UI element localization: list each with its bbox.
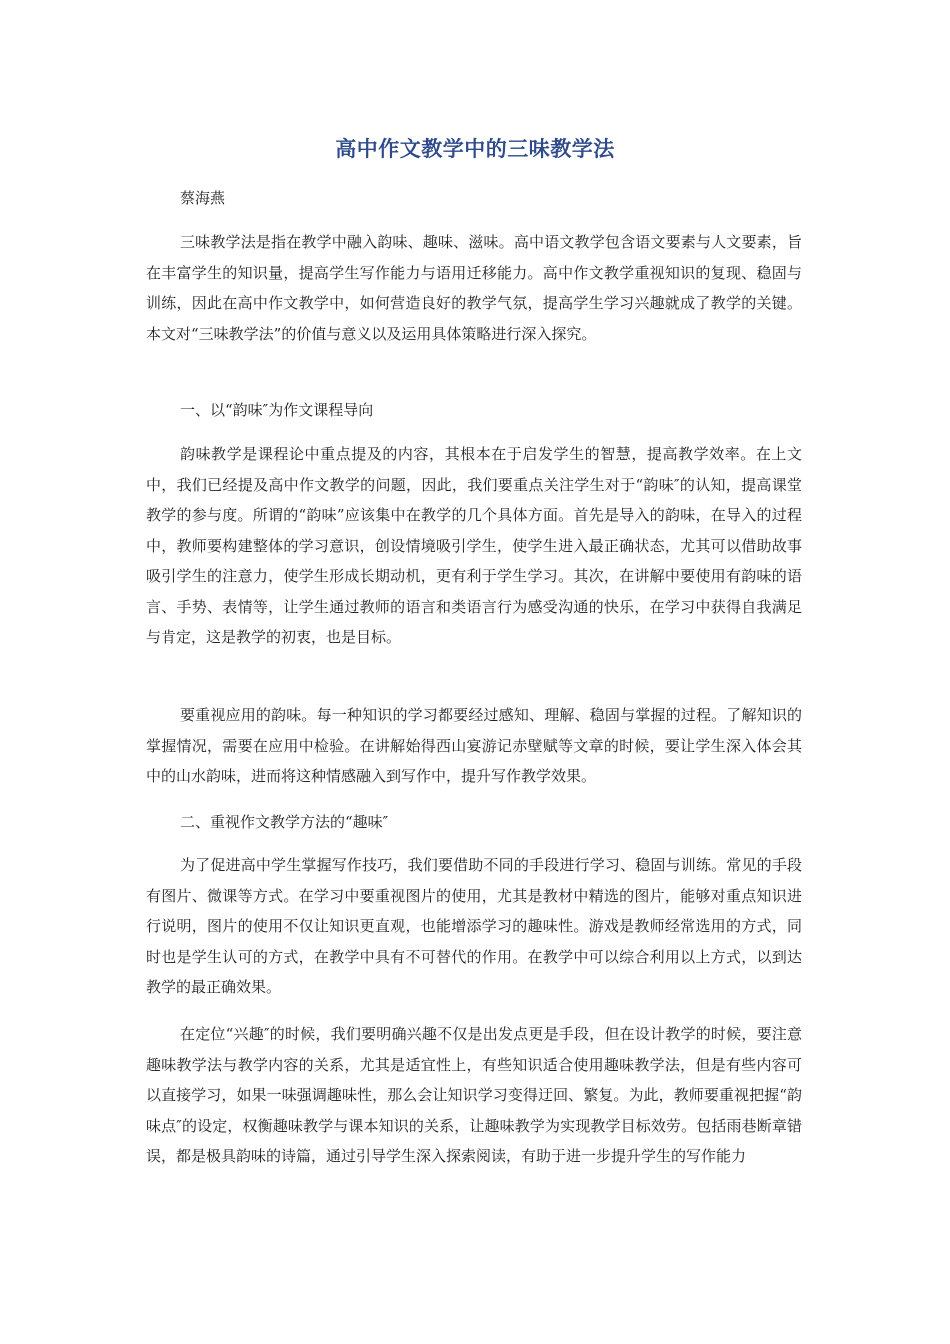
abstract-paragraph: 三味教学法是指在教学中融入韵味、趣味、滋味。高中语文教学包含语文要素与人文要素，旨在丰富学生的知识量，提高学生写作能力与语用迁移能力。高中作文教学重视知识的复现、稳固与训练，因此在高中作文教学中，如何营造良好的教学气氛，提高学生学习兴趣就成了教学的关键。本文对“三味教学法”的价值与意义以及运用具体策略进行深入探究。: [146, 233, 802, 343]
page-title: 高中作文教学中的三味教学法: [335, 137, 615, 161]
section-heading-2: 二、重视作文教学方法的“趣味″: [180, 813, 389, 831]
section1-paragraph-2: 要重视应用的韵味。每一种知识的学习都要经过感知、理解、稳固与掌握的过程。了解知识的掌握情况，需要在应用中检验。在讲解始得西山宴游记赤壁赋等文章的时候，要让学生深入体会其中的山水韵味，进而将这种情感融入到写作中，提升写作教学效果。: [146, 706, 802, 785]
section1-paragraph-1: 韵味教学是课程论中重点提及的内容，其根本在于启发学生的智慧，提高教学效率。在上文中，我们已经提及高中作文教学的问题，因此，我们要重点关注学生对于“韵味″的认知，提高课堂教学的参与度。所谓的“韵味”应该集中在教学的几个具体方面。首先是导入的韵味，在导入的过程中，教师要构建整体的学习意识，创设情境吸引学生，使学生进入最正确状态，尤其可以借助故事吸引学生的注意力，使学生形成长期动机，更有利于学生学习。其次，在讲解中要使用有韵味的语言、手势、表情等，让学生通过教师的语言和类语言行为感受沟通的快乐，在学习中获得自我满足与肯定，这是教学的初衷，也是目标。: [146, 445, 802, 646]
section-heading-1: 一、以“韵味″为作文课程导向: [180, 401, 374, 419]
author-name: 蔡海燕: [180, 189, 226, 207]
section2-paragraph-1: 为了促进高中学生掌握写作技巧，我们要借助不同的手段进行学习、稳固与训练。常见的手段有图片、微课等方式。在学习中要重视图片的使用，尤其是教材中精选的图片，能够对重点知识进行说明，图片的使用不仅让知识更直观，也能增添学习的趣味性。游戏是教师经常选用的方式，同时也是学生认可的方式，在教学中具有不可替代的作用。在教学中可以综合利用以上方式，以到达教学的最正确效果。: [146, 856, 802, 996]
section2-paragraph-2: 在定位“兴趣″的时候，我们要明确兴趣不仅是出发点更是手段，但在设计教学的时候，要注意趣味教学法与教学内容的关系，尤其是适宜性上，有些知识适合使用趣味教学法，但是有些内容可以直接学习，如果一味强调趣味性，那么会让知识学习变得迂回、繁复。为此，教师要重视把握“韵味点″的设定，权衡趣味教学与课本知识的关系，让趣味教学为实现教学目标效劳。包括雨巷断章错误，都是极具韵味的诗篇，通过引导学生深入探索阅读，有助于进一步提升学生的写作能力: [146, 1025, 802, 1165]
